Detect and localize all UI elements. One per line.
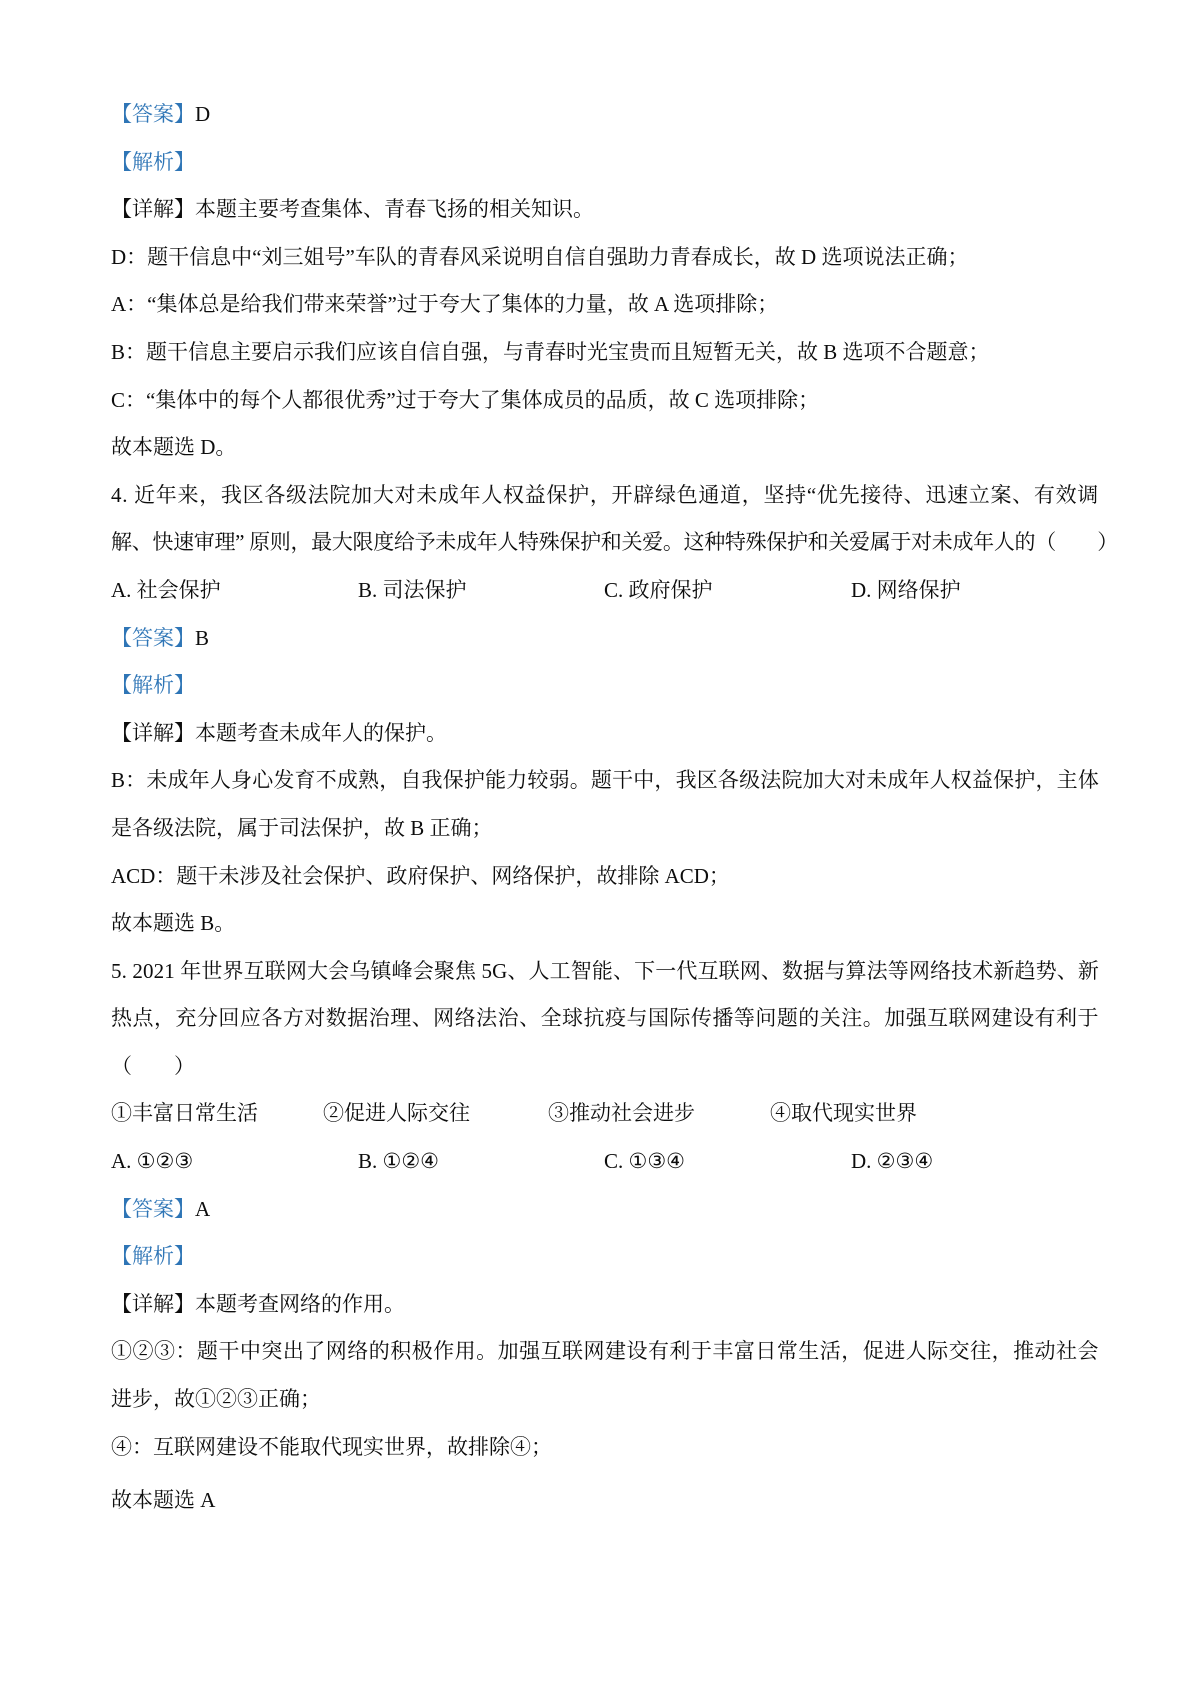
q5-statement-2: ②促进人际交往 [323,1101,470,1126]
q4-detail-text: 本题考查未成年人的保护。 [195,720,447,745]
q3-analysis-label: 【解析】 [111,149,195,174]
q5-stem-line-1: 5. 2021 年世界互联网大会乌镇峰会聚焦 5G、人工智能、下一代互联网、数据与算法等网络技术新趋势、新 [111,958,1099,983]
q5-explanation-line-2: 进步，故①②③正确； [111,1387,321,1412]
q5-answer-value: A [195,1196,211,1221]
q4-option-b: B. 司法保护 [358,577,467,602]
q4-stem-line-2: 解、快速审理” 原则，最大限度给予未成年人特殊保护和关爱。这种特殊保护和关爱属于对未成年人的（ ） [111,530,1118,555]
q4-options-row [111,567,1099,615]
q5-option-d: D. ②③④ [851,1149,934,1174]
q4-explanation-line-1: B：未成年人身心发育不成熟，自我保护能力较弱。题干中，我区各级法院加大对未成年人权益保护，主体 [111,768,1099,793]
q4-analysis-label: 【解析】 [111,673,195,698]
q5-statement-4: ④取代现实世界 [770,1101,917,1126]
q3-answer-label: 【答案】 [111,102,195,126]
q4-explanation-row-1 [111,757,1099,805]
q4-detail-label: 【详解】 [111,720,195,745]
q4-stem-line-1: 4. 近年来，我区各级法院加大对未成年人权益保护，开辟绿色通道，坚持“优先接待、迅速立案、有效调 [111,482,1099,507]
q5-statement-1: ①丰富日常生活 [111,1101,258,1126]
q4-explanation-line-2: 是各级法院，属于司法保护，故 B 正确； [111,815,493,840]
q3-explanation-line-2: A：“集体总是给我们带来荣誉”过于夸大了集体的力量，故 A 选项排除； [111,292,779,317]
q5-detail-label: 【详解】 [111,1291,195,1316]
q4-answer-value: B [195,625,210,650]
q5-stem-line-2: 热点，充分回应各方对数据治理、网络法治、全球抗疫与国际传播等问题的关注。加强互联网建设有利于 [111,1006,1099,1031]
q5-conclusion: 故本题选 A [111,1488,216,1513]
q4-option-d: D. 网络保护 [851,577,961,602]
q4-detail-line [111,710,1099,758]
page-content [111,91,1118,1525]
q3-detail-label: 【详解】 [111,197,195,222]
q4-stem-row-2 [111,519,1118,567]
q5-detail-text: 本题考查网络的作用。 [195,1291,405,1316]
q5-detail-line [111,1281,1099,1329]
q5-answer-label: 【答案】 [111,1196,195,1221]
q5-option-b: B. ①②④ [358,1149,439,1174]
q3-explanation-line-1: D：题干信息中“刘三姐号”车队的青春风采说明自信自强助力青春成长，故 D 选项说法正确； [111,244,969,269]
q5-explanation-row-1 [111,1328,1099,1376]
q3-answer-line [111,91,1099,139]
q3-answer-value: D [195,102,211,126]
q5-explanation-line-1: ①②③：题干中突出了网络的积极作用。加强互联网建设有利于丰富日常生活，促进人际交往，推动社会 [111,1339,1099,1364]
q3-detail-line [111,186,1099,234]
q5-analysis-label: 【解析】 [111,1244,195,1269]
q5-option-c: C. ①③④ [604,1149,685,1174]
q5-stem-row-1 [111,948,1099,996]
q3-detail-text: 本题主要考查集体、青春飞扬的相关知识。 [195,197,594,222]
q3-explanation-line-3: B：题干信息主要启示我们应该自信自强，与青春时光宝贵而且短暂无关，故 B 选项不合题意； [111,339,990,364]
q5-stem-row-2 [111,995,1099,1043]
q5-stem-line-3: （ ） [111,1053,195,1078]
q4-option-c: C. 政府保护 [604,577,713,602]
q3-explanation-line-4: C：“集体中的每个人都很优秀”过于夸大了集体成员的品质，故 C 选项排除； [111,387,820,412]
q4-option-a: A. 社会保护 [111,577,221,602]
q5-statements-row [111,1090,1099,1138]
q4-stem-row-1 [111,472,1099,520]
q5-answer-line [111,1186,1099,1234]
q3-conclusion: 故本题选 D。 [111,435,237,460]
q5-option-a: A. ①②③ [111,1149,194,1174]
q4-explanation-line-3: ACD：题干未涉及社会保护、政府保护、网络保护，故排除 ACD； [111,863,730,888]
q5-statement-3: ③推动社会进步 [548,1101,695,1126]
q5-options-row [111,1138,1099,1186]
q4-answer-label: 【答案】 [111,625,195,650]
q4-conclusion: 故本题选 B。 [111,911,236,936]
q5-explanation-line-3: ④：互联网建设不能取代现实世界，故排除④； [111,1434,552,1459]
q4-answer-line [111,615,1099,663]
